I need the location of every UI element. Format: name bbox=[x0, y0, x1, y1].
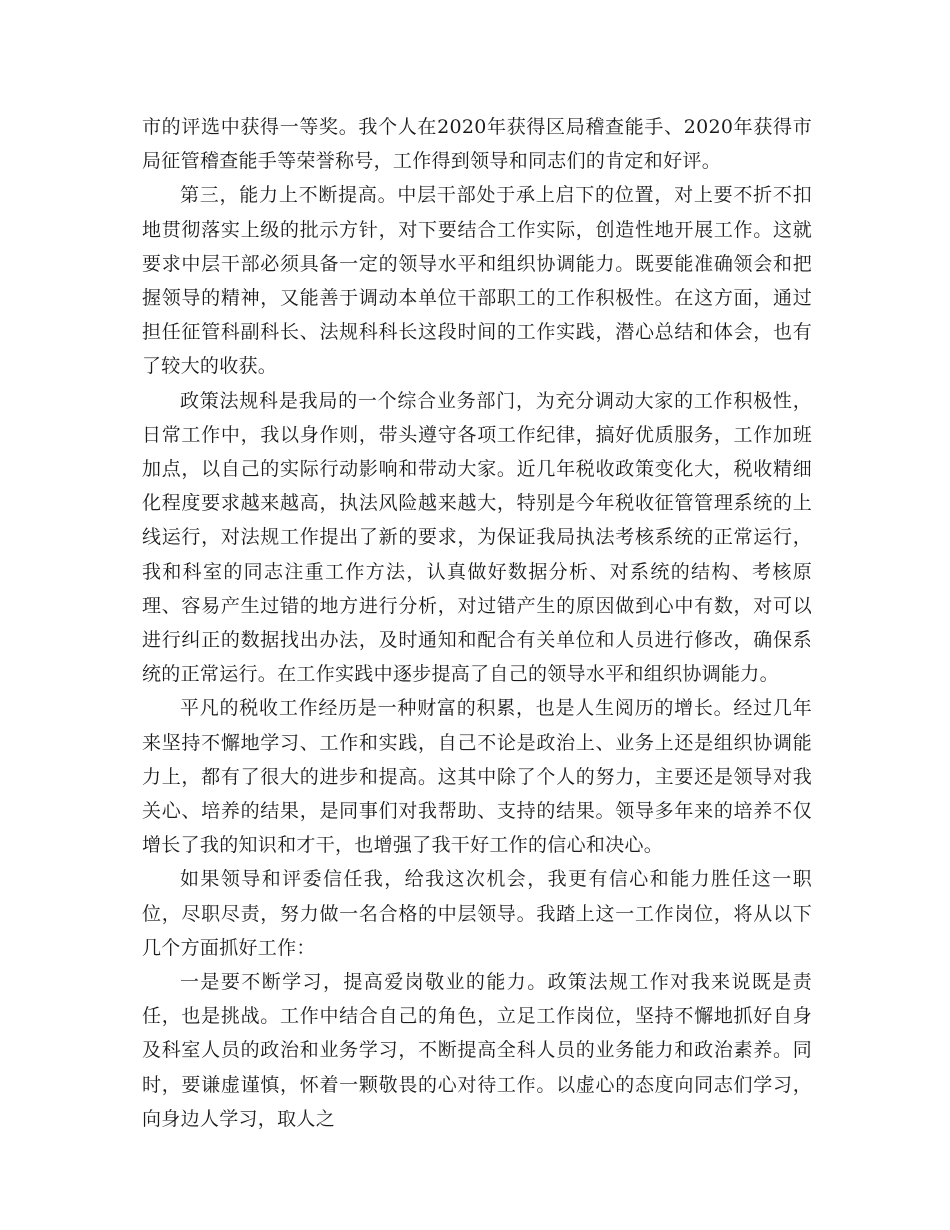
document-page bbox=[142, 110, 812, 1136]
paragraph-3: 政策法规科是我局的一个综合业务部门，为充分调动大家的工作积极性，日常工作中，我以身作则，带头遵守各项工作纪律，搞好优质服务，工作加班加点，以自己的实际行动影响和带动大家。近几年税收政策变化大，税收精细化程度要求越来越高，执法风险越来越大，特别是今年税收征管管理系统的上线运行，对法规工作提出了新的要求，为保证我局执法考核系统的正常运行，我和科室的同志注重工作方法，认真做好数据分析、对系统的结构、考核原理、容易产生过错的地方进行分析，对过错产生的原因做到心中有数，对可以进行纠正的数据找出办法，及时通知和配合有关单位和人员进行修改，确保系统的正常运行。在工作实践中逐步提高了自己的领导水平和组织协调能力。 bbox=[142, 389, 812, 686]
paragraph-5: 如果领导和评委信任我，给我这次机会，我更有信心和能力胜任这一职位，尽职尽责，努力做一名合格的中层领导。我踏上这一工作岗位，将从以下几个方面抓好工作： bbox=[142, 868, 812, 959]
paragraph-2: 第三，能力上不断提高。中层干部处于承上启下的位置，对上要不折不扣地贯彻落实上级的批示方针，对下要结合工作实际，创造性地开展工作。这就要求中层干部必须具备一定的领导水平和组织协调能力。既要能准确领会和把握领导的精神，又能善于调动本单位干部职工的工作积极性。在这方面，通过担任征管科副科长、法规科科长这段时间的工作实践，潜心总结和体会，也有了较大的收获。 bbox=[142, 184, 812, 378]
paragraph-6: 一是要不断学习，提高爱岗敬业的能力。政策法规工作对我来说既是责任，也是挑战。工作中结合自己的角色，立足工作岗位，坚持不懈地抓好自身及科室人员的政治和业务学习，不断提高全科人员的业务能力和政治素养。同时，要谦虚谨慎，怀着一颗敬畏的心对待工作。以虚心的态度向同志们学习，向身边人学习，取人之 bbox=[142, 971, 812, 1130]
paragraph-4: 平凡的税收工作经历是一种财富的积累，也是人生阅历的增长。经过几年来坚持不懈地学习、工作和实践，自己不论是政治上、业务上还是组织协调能力上，都有了很大的进步和提高。这其中除了个人的努力，主要还是领导对我关心、培养的结果，是同事们对我帮助、支持的结果。领导多年来的培养不仅增长了我的知识和才干，也增强了我干好工作的信心和决心。 bbox=[142, 697, 812, 857]
paragraph-1: 市的评选中获得一等奖。我个人在2020年获得区局稽查能手、2020年获得市局征管稽查能手等荣誉称号，工作得到领导和同志们的肯定和好评。 bbox=[142, 116, 812, 173]
